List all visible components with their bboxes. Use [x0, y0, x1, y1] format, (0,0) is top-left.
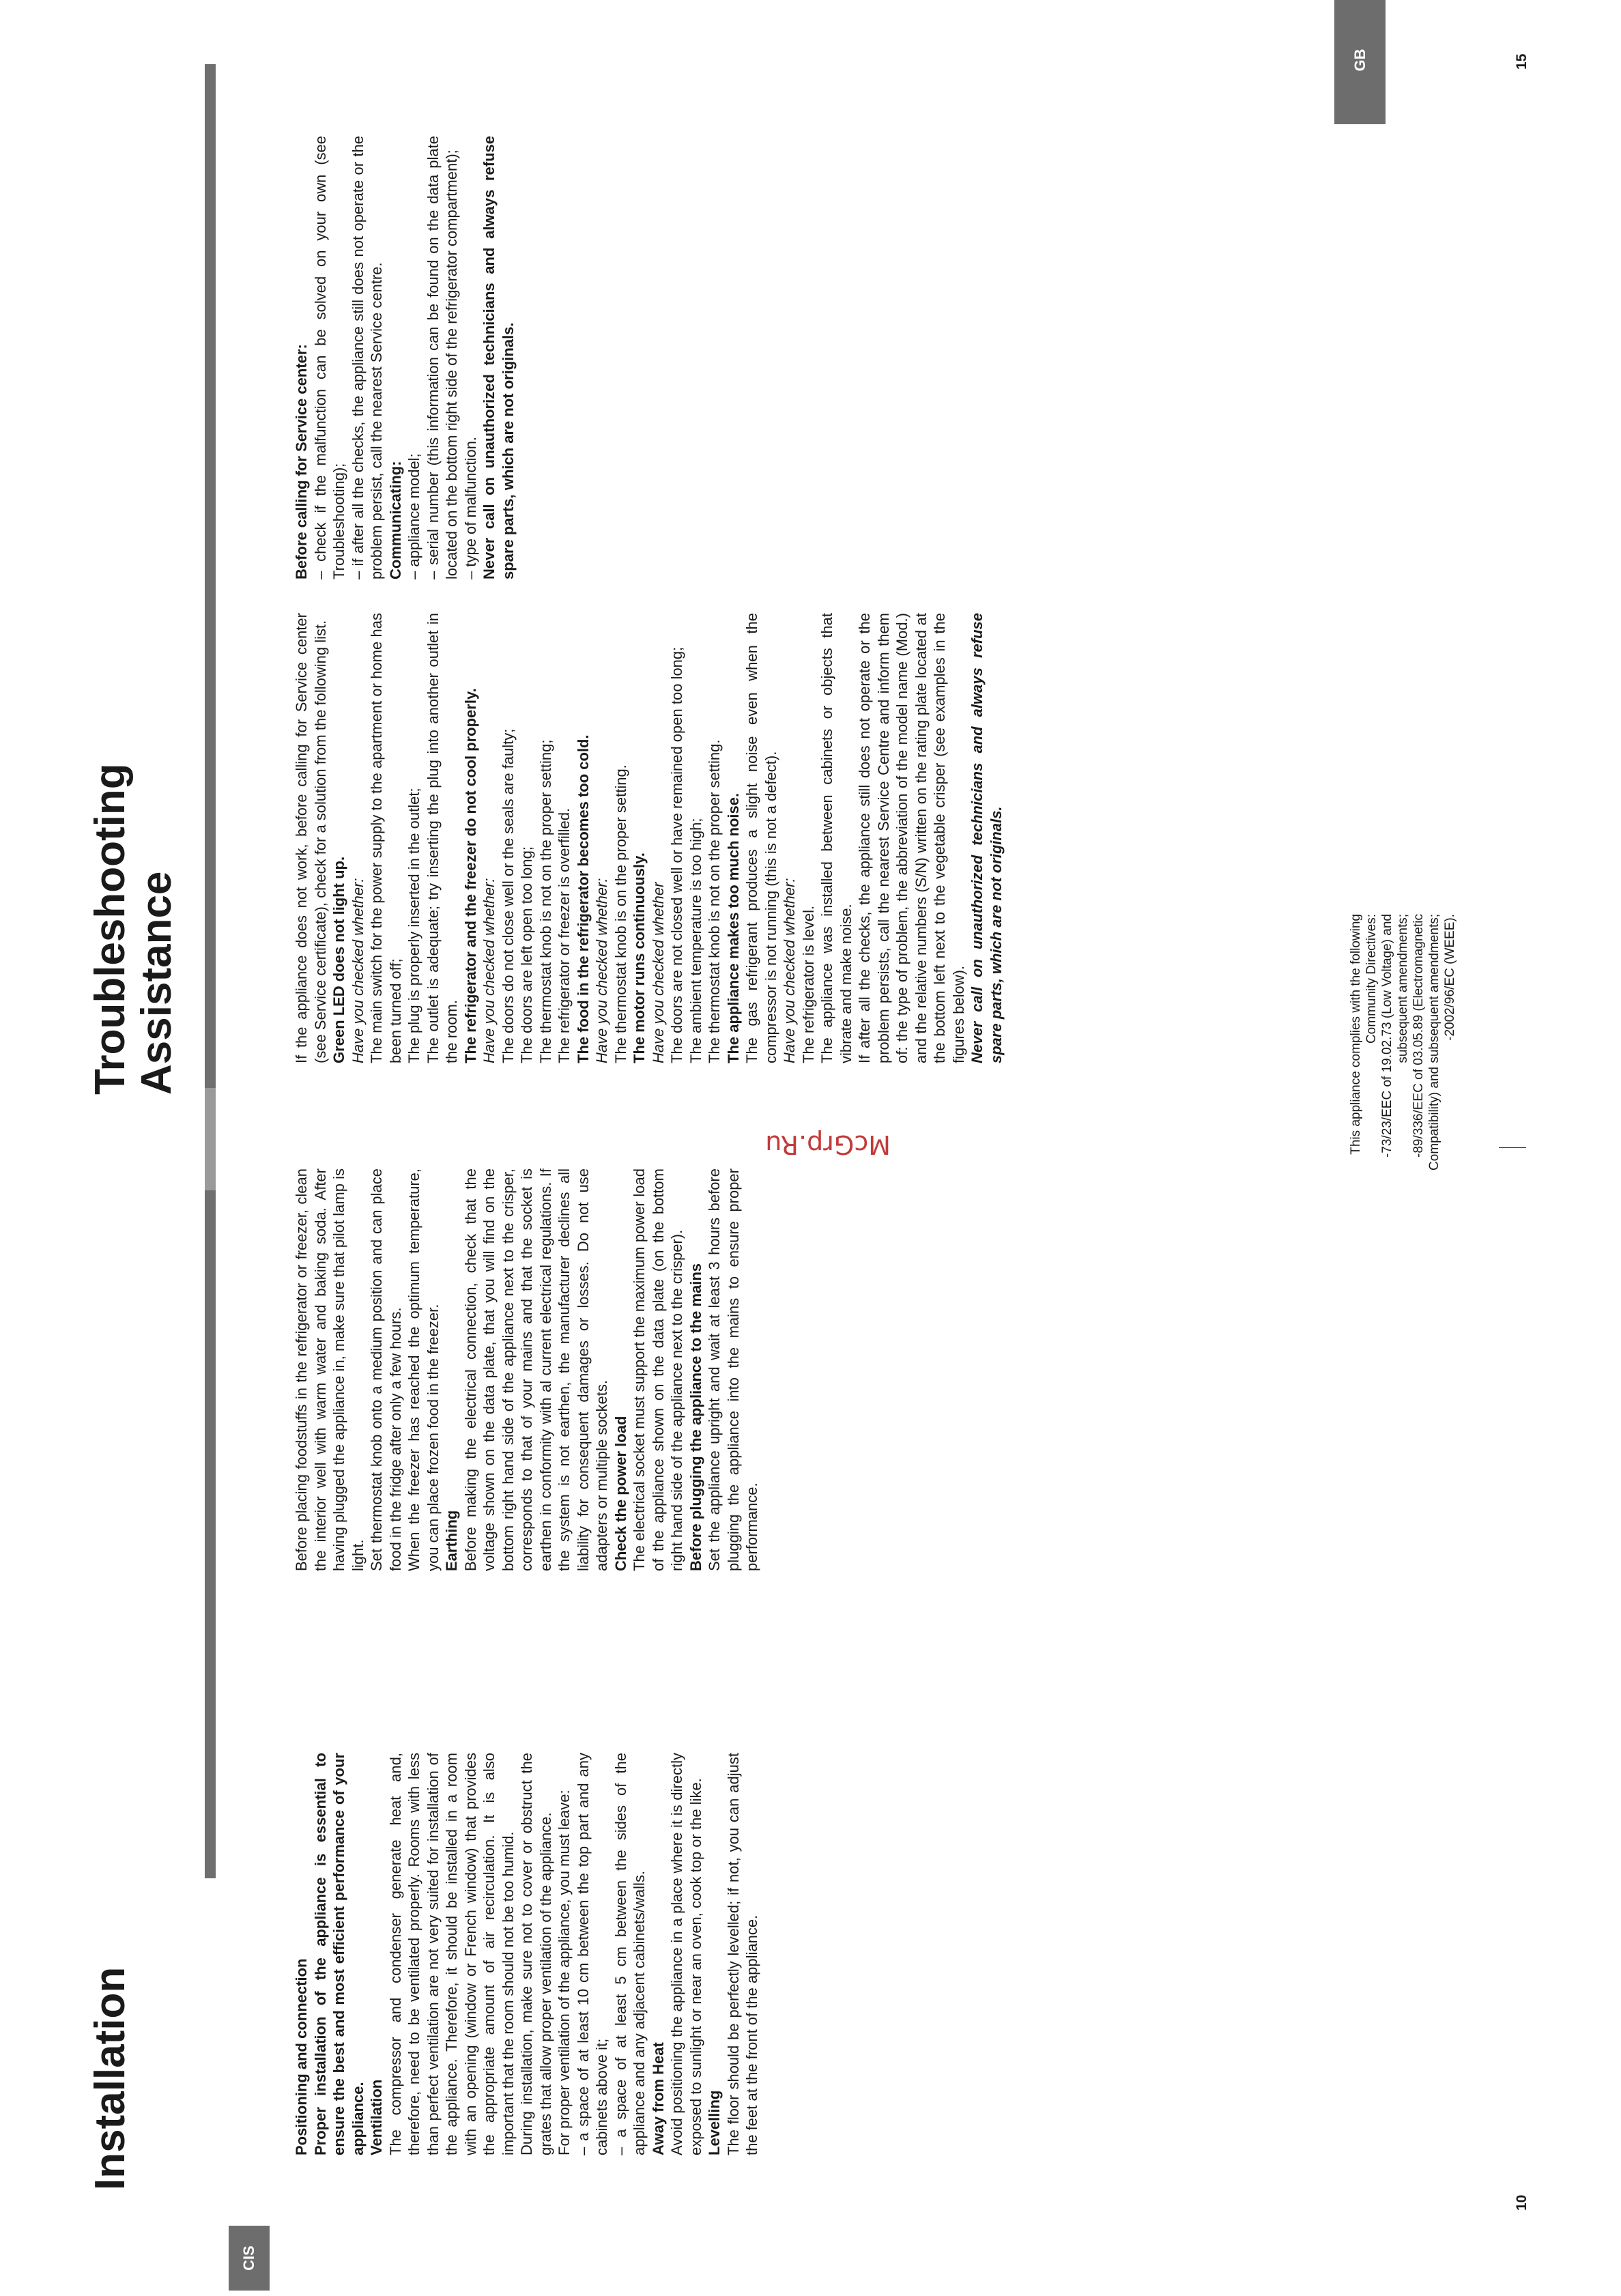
compliance-statement	[1348, 914, 1458, 1262]
paragraph: Check the power load	[612, 1416, 629, 1571]
compliance-line: subsequent amendments;	[1396, 914, 1410, 1063]
paragraph: Have you checked whether:	[349, 878, 367, 1063]
paragraph: Earthing	[443, 1510, 460, 1571]
paragraph: Set thermostat knob onto a medium position and can place food in the fridge after only a few hours.	[368, 1168, 404, 1571]
paragraph: If after all the checks, the appliance still does not operate or the problem persists, call the nearest Service Centre and inform them of: the type of problem, the abbreviation of the model name (Mod.) and the relative numbers (S/N) written on the rating plate located at the bottom left next to the vegetable crisper (see examples in the figures below).	[856, 613, 967, 1063]
paragraph: Positioning and connection	[293, 1958, 310, 2155]
paragraph: – check if the malfunction can be solved on your own (see Troubleshooting);	[311, 136, 347, 579]
right-header-bar	[205, 64, 216, 1088]
paragraph: The refrigerator or freezer is overfilled.	[556, 807, 573, 1063]
paragraph: Proper installation of the appliance is essential to ensure the best and most efficient performance of your appliance.	[311, 1753, 367, 2155]
language-tab-gb: GB	[1334, 0, 1386, 124]
paragraph: The outlet is adequate; try inserting the plug into another outlet in the room.	[424, 613, 460, 1063]
paragraph: Before placing foodstuffs in the refrigerator or freezer, clean the interior well with warm water and baking soda. After having plugged the appliance in, make sure that pilot lamp is light.	[293, 1168, 367, 1571]
paragraph: Communicating:	[386, 461, 404, 579]
paragraph: Away from Heat	[649, 2042, 667, 2155]
page-number-left: 10	[1514, 2194, 1530, 2211]
paragraph: The doors are left open too long;	[518, 846, 535, 1063]
compliance-line: Compatibility) and subsequent amendments;	[1427, 914, 1441, 1171]
paragraph: Before plugging the appliance to the mains	[687, 1263, 704, 1571]
troubleshooting-column-1	[292, 613, 1005, 1063]
compliance-line: This appliance complies with the following	[1349, 914, 1363, 1155]
troubleshooting-title-line1: Troubleshooting	[87, 763, 134, 1095]
troubleshooting-title	[87, 763, 180, 1095]
paragraph: The appliance makes too much noise.	[724, 792, 742, 1063]
compliance-line: -2002/96/EC (WEEE).	[1443, 914, 1457, 1041]
paragraph: The refrigerator is level.	[799, 905, 817, 1063]
paragraph: The food in the refrigerator becomes too cold.	[574, 734, 592, 1063]
paragraph: Green LED does not light up.	[330, 856, 347, 1063]
paragraph: Set the appliance upright and wait at least 3 hours before plugging the appliance into the mains to ensure proper performance.	[706, 1168, 760, 1571]
paragraph: Have you checked whether:	[480, 878, 498, 1063]
paragraph: Before making the electrical connection, check that the voltage shown on the data plate, that you will find on the bottom right hand side of the appliance next to the crisper, corresponds to that of your mains and that the socket is earthen in conformity with al current electrical regulations. If the system is not earthen, the manufacturer declines all liability for consequent damages or losses. Do not use adapters or multiple sockets.	[461, 1168, 610, 1571]
paragraph: The thermostat knob is on the proper setting.	[612, 764, 629, 1063]
paragraph: The plug is properly inserted in the outlet;	[405, 788, 422, 1063]
paragraph: The thermostat knob is not on the proper setting.	[706, 739, 723, 1063]
paragraph: The thermostat knob is not on the proper setting;	[536, 739, 554, 1063]
page-gutter-rule-right	[1499, 1147, 1526, 1148]
installation-title: Installation	[87, 1966, 134, 2190]
paragraph: Avoid positioning the appliance in a place where it is directly exposed to sunlight or near an oven, cook top or the like.	[668, 1753, 704, 2155]
troubleshooting-column-2	[292, 136, 517, 579]
left-header-bar-dark	[205, 1190, 216, 1878]
paragraph: – if after all the checks, the appliance still does not operate or the problem persist, call the nearest Service centre.	[349, 136, 385, 579]
paragraph: – serial number (this information can be found on the data plate located on the bottom right side of the refrigerator compartment);	[424, 136, 460, 579]
paragraph: – a space of at least 5 cm between the sides of the appliance and any adjacent cabinets/walls.	[612, 1753, 648, 2155]
paragraph: The compressor and condenser generate heat and, therefore, need to be ventilated properly. Rooms with less than perfect ventilation are not very suited for installation of the appliance. Therefore, it should be installed in a room with an opening (window or French window) that provides the appropriate amount of air recirculation. It is also important that the room should not be too humid.	[386, 1753, 517, 2155]
installation-column-2	[292, 1168, 762, 1571]
paragraph: – appliance model;	[405, 453, 422, 579]
paragraph: Levelling	[706, 2090, 723, 2155]
compliance-line: Community Directives:	[1364, 914, 1379, 1044]
installation-column-1	[292, 1753, 762, 2155]
paragraph: Never call on unauthorized technicians and always refuse spare parts, which are not originals.	[480, 136, 517, 579]
paragraph: If the appliance does not work, before calling for Service center (see Service certificate), check for a solution from the following list.	[293, 613, 329, 1063]
paragraph: The motor runs continuously.	[631, 852, 648, 1063]
compliance-line: -73/23/EEC of 19.02.73 (Low Voltage) and	[1380, 914, 1394, 1158]
paragraph: The appliance was installed between cabinets or objects that vibrate and make noise.	[818, 613, 855, 1063]
paragraph: Before calling for Service center:	[293, 344, 310, 579]
paragraph: When the freezer has reached the optimum temperature, you can place frozen food in the freezer.	[405, 1168, 442, 1571]
paragraph: The floor should be perfectly levelled; if not, you can adjust the feet at the front of the appliance.	[724, 1753, 760, 2155]
paragraph: Have you checked whether:	[781, 878, 798, 1063]
watermark-text: McGrp.Ru	[765, 1130, 891, 1160]
paragraph: The ambient temperature is too high;	[687, 818, 704, 1063]
troubleshooting-title-line2: Assistance	[133, 871, 180, 1095]
paragraph: The refrigerator and the freezer do not cool properly.	[461, 688, 479, 1063]
paragraph: The doors do not close well or the seals are faulty;	[499, 728, 517, 1063]
paragraph: The doors are not closed well or have remained open too long;	[668, 646, 685, 1063]
paragraph: Ventilation	[368, 2079, 385, 2155]
paragraph: For proper ventilation of the appliance, you must leave:	[556, 1790, 573, 2155]
compliance-line: -89/336/EEC of 03.05.89 (Electromagnetic	[1411, 914, 1426, 1158]
paragraph: – type of malfunction.	[461, 436, 479, 579]
paragraph: The electrical socket must support the maximum power load of the appliance shown on the data plate (on the bottom right hand side of the appliance next to the crisper).	[631, 1168, 685, 1571]
paragraph: Never call on unauthorized technicians and always refuse spare parts, which are not originals.	[969, 613, 1005, 1063]
paragraph: Have you checked whether	[649, 882, 667, 1063]
paragraph: The main switch for the power supply to the apartment or home has been turned off;	[368, 613, 404, 1063]
paragraph: – a space of at least 10 cm between the top part and any cabinets above it;	[574, 1753, 610, 2155]
paragraph: The gas refrigerant produces a slight noise even when the compressor is not running (this is not a defect).	[743, 613, 779, 1063]
language-tab-cis: CIS	[229, 2226, 270, 2291]
paragraph: During installation, make sure not to cover or obstruct the grates that allow proper ventilation of the appliance.	[518, 1753, 554, 2155]
paragraph: Have you checked whether:	[593, 878, 610, 1063]
page-number-right: 15	[1514, 53, 1530, 70]
